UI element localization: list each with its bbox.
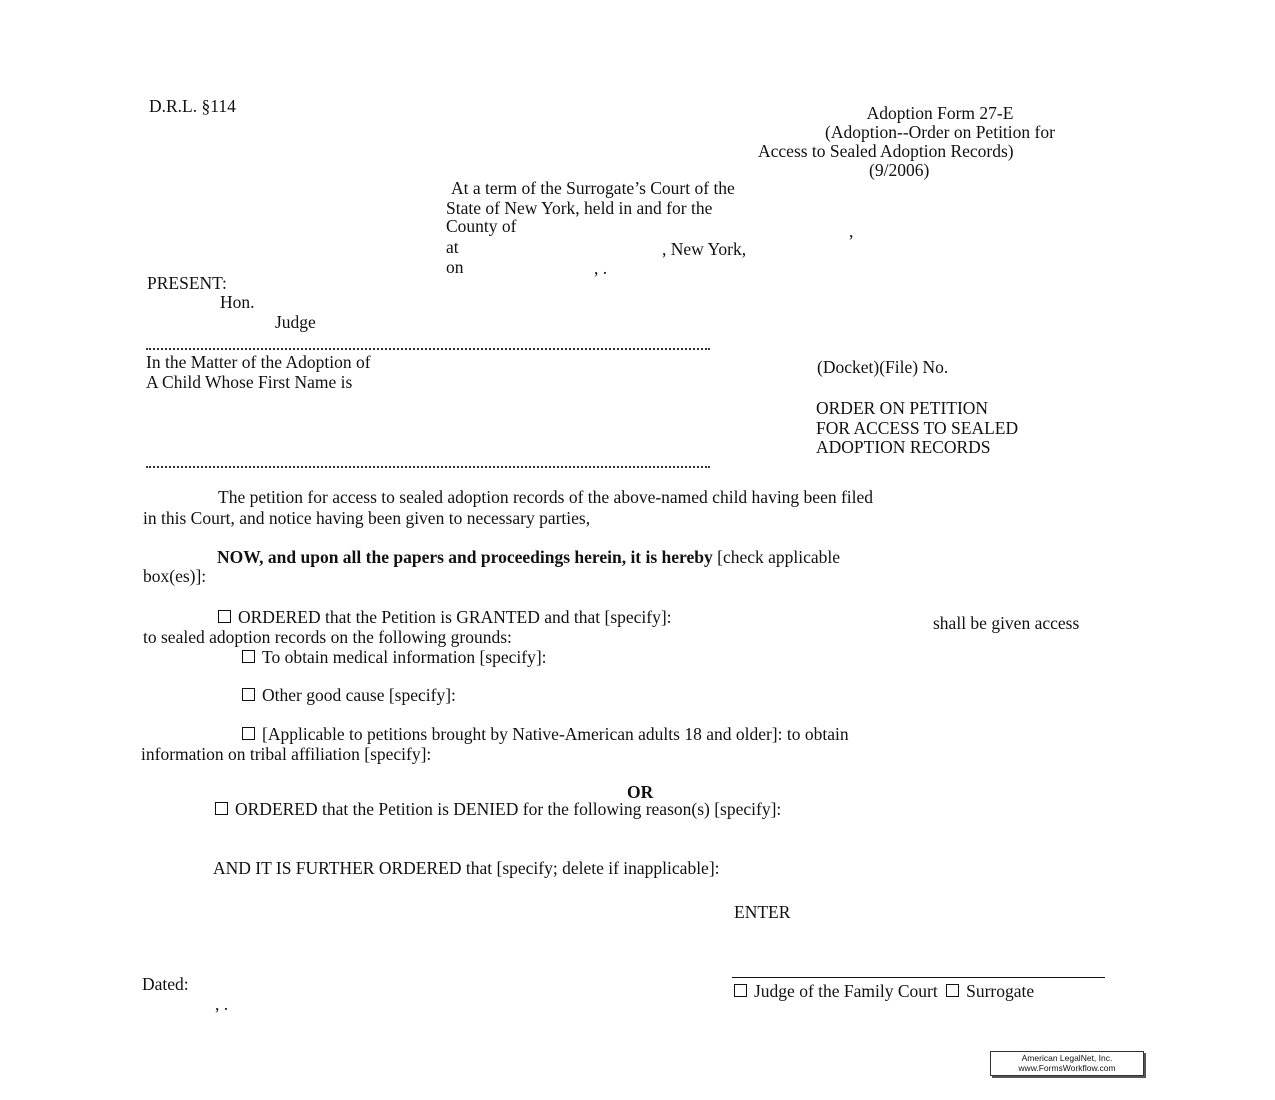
denied-line bbox=[215, 799, 781, 819]
enter-label: ENTER bbox=[734, 902, 791, 922]
form-description-line1: (Adoption--Order on Petition for bbox=[825, 122, 1055, 142]
intro-paragraph-line1: The petition for access to sealed adoption records of the above-named child having been filed bbox=[218, 487, 874, 507]
further-ordered: AND IT IS FURTHER ORDERED that [specify; delete if inapplicable]: bbox=[213, 858, 720, 878]
other-cause-checkbox[interactable] bbox=[242, 688, 255, 701]
present-label: PRESENT: bbox=[147, 273, 227, 293]
option-tribal bbox=[242, 724, 849, 744]
caption-bottom-divider bbox=[146, 466, 710, 468]
court-term-line2: State of New York, held in and for the bbox=[446, 198, 713, 218]
order-title-line2: FOR ACCESS TO SEALED bbox=[816, 418, 1019, 438]
surrogate-checkbox[interactable] bbox=[946, 984, 959, 997]
order-title-line1: ORDER ON PETITION bbox=[816, 398, 989, 418]
surrogate-text: Surrogate bbox=[966, 981, 1035, 1001]
court-date-marks: , . bbox=[594, 258, 608, 278]
judge-family-court-text: Judge of the Family Court bbox=[754, 981, 938, 1001]
publisher-url: www.FormsWorkflow.com bbox=[1018, 1063, 1116, 1073]
now-bold-text: NOW, and upon all the papers and proceedings herein, it is hereby bbox=[217, 547, 713, 567]
present-judge: Judge bbox=[275, 312, 316, 332]
granted-checkbox[interactable] bbox=[218, 610, 231, 623]
present-hon: Hon. bbox=[220, 292, 255, 312]
matter-line2: A Child Whose First Name is bbox=[146, 372, 353, 392]
option-tribal-text: [Applicable to petitions brought by Native-American adults 18 and older]: to obtain bbox=[262, 724, 849, 744]
option-medical bbox=[242, 647, 547, 667]
option-tribal-line2: information on tribal affiliation [specify]: bbox=[141, 744, 432, 764]
court-county-comma: , bbox=[849, 221, 854, 241]
granted-access-text: shall be given access bbox=[933, 613, 1080, 633]
form-revision-date: (9/2006) bbox=[869, 160, 930, 180]
matter-line1: In the Matter of the Adoption of bbox=[146, 352, 371, 372]
form-description-line2: Access to Sealed Adoption Records) bbox=[758, 141, 1014, 161]
option-other bbox=[242, 685, 456, 705]
granted-line2: to sealed adoption records on the following grounds: bbox=[143, 627, 512, 647]
granted-line1 bbox=[218, 607, 672, 627]
dated-label: Dated: bbox=[142, 974, 189, 994]
denied-checkbox[interactable] bbox=[215, 802, 228, 815]
signer-options bbox=[734, 981, 1034, 1001]
or-separator: OR bbox=[627, 782, 654, 802]
now-rest-text: [check applicable bbox=[712, 547, 841, 567]
court-new-york: , New York, bbox=[662, 239, 747, 259]
signature-line bbox=[732, 977, 1105, 978]
court-at-label: at bbox=[446, 237, 459, 257]
dated-marks: , . bbox=[215, 994, 229, 1014]
option-other-text: Other good cause [specify]: bbox=[262, 685, 456, 705]
caption-top-divider bbox=[146, 348, 710, 350]
granted-text: ORDERED that the Petition is GRANTED and that [specify]: bbox=[238, 607, 672, 627]
form-number: Adoption Form 27-E bbox=[866, 103, 1014, 123]
intro-paragraph-line2: in this Court, and notice having been given to necessary parties, bbox=[143, 508, 591, 528]
now-paragraph-line2: box(es)]: bbox=[143, 566, 207, 586]
docket-number-label: (Docket)(File) No. bbox=[817, 357, 949, 377]
order-title-line3: ADOPTION RECORDS bbox=[816, 437, 991, 457]
now-paragraph-line1 bbox=[217, 547, 840, 567]
tribal-checkbox[interactable] bbox=[242, 727, 255, 740]
court-term-line1: At a term of the Surrogate’s Court of the bbox=[451, 178, 735, 198]
publisher-name: American LegalNet, Inc. bbox=[1021, 1053, 1113, 1063]
family-court-judge-checkbox[interactable] bbox=[734, 984, 747, 997]
denied-text: ORDERED that the Petition is DENIED for the following reason(s) [specify]: bbox=[235, 799, 782, 819]
publisher-stamp bbox=[990, 1051, 1144, 1076]
court-county-label: County of bbox=[446, 216, 517, 236]
medical-checkbox[interactable] bbox=[242, 650, 255, 663]
option-medical-text: To obtain medical information [specify]: bbox=[262, 647, 547, 667]
court-on-label: on bbox=[446, 257, 464, 277]
statute-reference: D.R.L. §114 bbox=[149, 96, 236, 116]
